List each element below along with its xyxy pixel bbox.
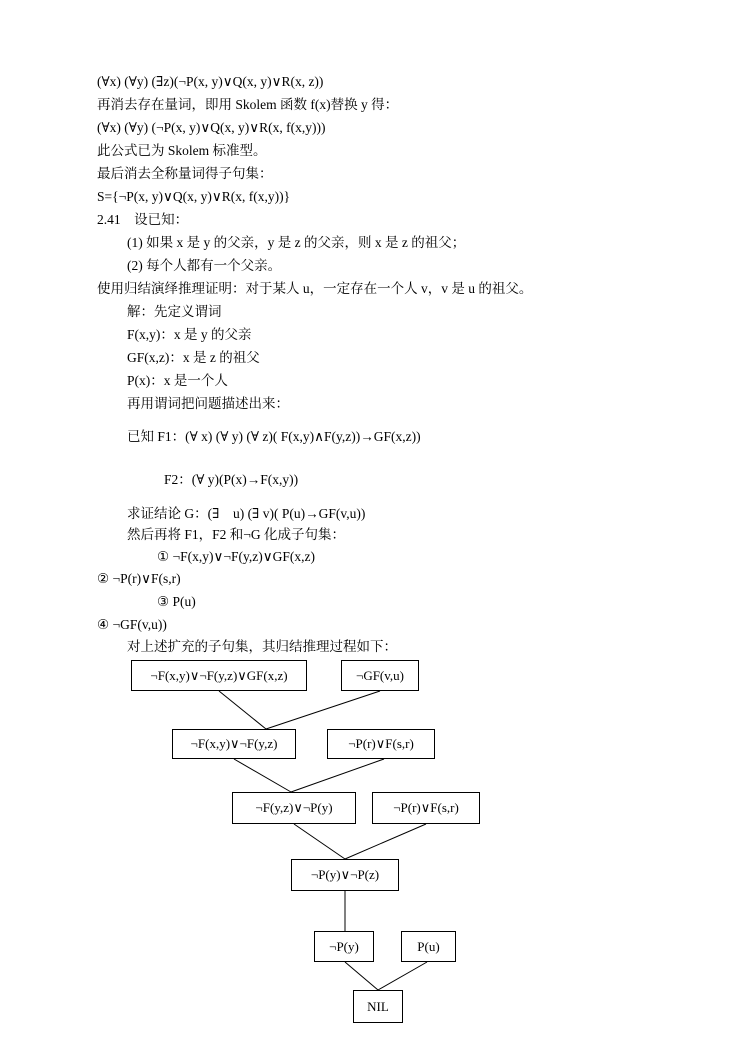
clause-2: ② ¬P(r)∨F(s,r): [97, 571, 181, 586]
text-eliminate-universal: 最后消去全称量词得子句集：: [97, 166, 273, 181]
node-nil: NIL: [353, 990, 403, 1023]
node-resolvent-1: ¬F(x,y)∨¬F(y,z): [172, 729, 296, 759]
formula-G: 求证结论 G：(∃ u) (∃ v)( P(u)→GF(v,u)): [127, 506, 366, 521]
formula-clause-set: S={¬P(x, y)∨Q(x, y)∨R(x, f(x,y))}: [97, 189, 291, 204]
predicate-F: F(x,y)：x 是 y 的父亲: [127, 327, 252, 342]
formula-prenex: (∀x) (∀y) (∃z)(¬P(x, y)∨Q(x, y)∨R(x, z)): [97, 74, 324, 89]
text-convert-clauses: 然后再将 F1，F2 和¬G 化成子句集：: [127, 527, 346, 542]
premise-1: (1) 如果 x 是 y 的父亲，y 是 z 的父亲，则 x 是 z 的祖父；: [127, 235, 466, 250]
text-eliminate-existential: 再消去存在量词，即用 Skolem 函数 f(x)替换 y 得：: [97, 97, 399, 112]
text-resolution-intro: 对上述扩充的子句集，其归结推理过程如下：: [127, 639, 397, 654]
predicate-GF: GF(x,z)：x 是 z 的祖父: [127, 350, 260, 365]
solution-intro: 解：先定义谓词: [127, 304, 222, 319]
clause-3: ③ P(u): [157, 594, 196, 609]
clause-4: ④ ¬GF(v,u)): [97, 617, 167, 632]
node-clause-3: P(u): [401, 931, 456, 962]
node-clause-1: ¬F(x,y)∨¬F(y,z)∨GF(x,z): [131, 660, 307, 691]
node-clause-4: ¬GF(v,u): [341, 660, 419, 691]
problem-goal: 使用归结演绎推理证明：对于某人 u，一定存在一个人 v，v 是 u 的祖父。: [97, 281, 533, 296]
text-skolem-standard: 此公式已为 Skolem 标准型。: [97, 143, 267, 158]
describe-problem: 再用谓词把问题描述出来：: [127, 396, 289, 411]
node-clause-2-b: ¬P(r)∨F(s,r): [372, 792, 480, 824]
node-resolvent-2: ¬F(y,z)∨¬P(y): [232, 792, 356, 824]
predicate-P: P(x)：x 是一个人: [127, 373, 228, 388]
node-clause-2-a: ¬P(r)∨F(s,r): [327, 729, 435, 759]
node-resolvent-4: ¬P(y): [314, 931, 374, 962]
formula-F2: F2：(∀ y)(P(x)→F(x,y)): [164, 472, 299, 487]
formula-skolem: (∀x) (∀y) (¬P(x, y)∨Q(x, y)∨R(x, f(x,y))): [97, 120, 326, 135]
clause-1: ① ¬F(x,y)∨¬F(y,z)∨GF(x,z): [157, 549, 315, 564]
problem-heading: 2.41 设已知：: [97, 212, 189, 227]
premise-2: (2) 每个人都有一个父亲。: [127, 258, 282, 273]
formula-F1: 已知 F1：(∀ x) (∀ y) (∀ z)( F(x,y)∧F(y,z))→GF(x,z)): [127, 429, 421, 444]
node-resolvent-3: ¬P(y)∨¬P(z): [291, 859, 399, 891]
